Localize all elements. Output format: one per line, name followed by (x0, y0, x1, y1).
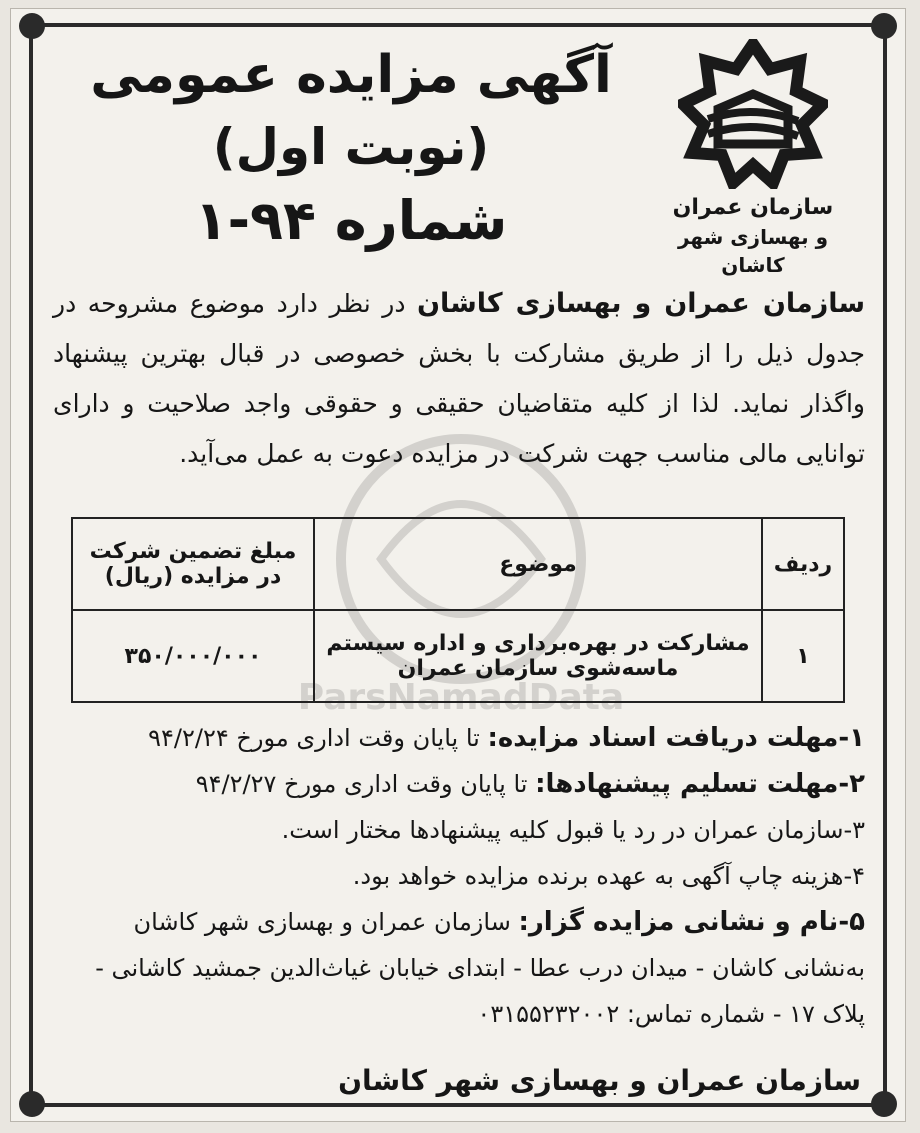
intro-paragraph (53, 279, 865, 479)
intro-text: در نظر دارد موضوع مشروحه در جدول ذیل را از طریق مشارکت با بخش خصوصی در قبال بهترین پیشنهاد واگذار نماید. لذا از کلیه متقاضیان حقیقی و حقوقی واجد صلاحیت و دارای توانایی مالی مناسب جهت شرکت در مزایده دعوت به عمل می‌آید. (53, 289, 865, 468)
cell-amount: ۳۵۰/۰۰۰/۰۰۰ (72, 610, 314, 702)
intro-org-name: سازمان عمران و بهسازی کاشان (417, 288, 865, 319)
newspaper-clipping (10, 8, 906, 1122)
header-amount: مبلغ تضمین شرکت در مزایده (ریال) (72, 518, 314, 610)
item-text: سازمان عمران و بهسازی شهر کاشان به‌نشانی کاشان - میدان درب عطا - ابتدای خیابان غیاث‌الدین جمشید کاشانی - پلاک ۱۷ - شماره تماس: ۰۳۱۵۵۲۳۲۰۰۲ (95, 908, 865, 1028)
signature: سازمان عمران و بهسازی شهر کاشان (338, 1064, 861, 1097)
corner-ornament (19, 1091, 45, 1117)
item-label: ۵-نام و نشانی مزایده گزار: (518, 907, 865, 937)
item-text: تا پایان وقت اداری مورخ ۹۴/۲/۲۷ (195, 770, 536, 798)
cell-index: ۱ (762, 610, 844, 702)
header-subject: موضوع (314, 518, 762, 610)
item-text: ۳-سازمان عمران در رد یا قبول کلیه پیشنهادها مختار است. (281, 816, 865, 844)
item-text: ۴-هزینه چاپ آگهی به عهده برنده مزایده خواهد بود. (352, 862, 865, 890)
list-item (53, 807, 865, 853)
item-text: تا پایان وقت اداری مورخ ۹۴/۲/۲۴ (148, 724, 488, 752)
corner-ornament (871, 1091, 897, 1117)
list-item (53, 899, 865, 1037)
notice-number: شماره ۹۴-۱ (194, 189, 508, 252)
list-item (53, 761, 865, 807)
table-header-row (72, 518, 844, 610)
conditions-list (53, 715, 865, 1037)
corner-ornament (871, 13, 897, 39)
item-label: ۱-مهلت دریافت اسناد مزایده: (487, 723, 865, 753)
star-building-icon (678, 39, 828, 189)
list-item (53, 715, 865, 761)
table-row (72, 610, 844, 702)
notice-title-block (71, 39, 631, 259)
notice-round: (نوبت اول) (212, 118, 490, 176)
corner-ornament (19, 13, 45, 39)
item-label: ۲-مهلت تسلیم پیشنهادها: (535, 769, 865, 799)
watermark-text: ParsNamadData (297, 677, 625, 718)
notice-title: آگهی مزایده عمومی (90, 45, 612, 105)
list-item (53, 853, 865, 899)
organization-logo (653, 39, 853, 279)
cell-subject: مشارکت در بهره‌برداری و اداره سیستم ماسه‌شوی سازمان عمران (314, 610, 762, 702)
logo-name-line1: سازمان عمران (672, 195, 834, 220)
logo-name-line2: و بهسازی شهر کاشان (677, 225, 829, 277)
auction-table (71, 517, 845, 703)
header-index: ردیف (762, 518, 844, 610)
